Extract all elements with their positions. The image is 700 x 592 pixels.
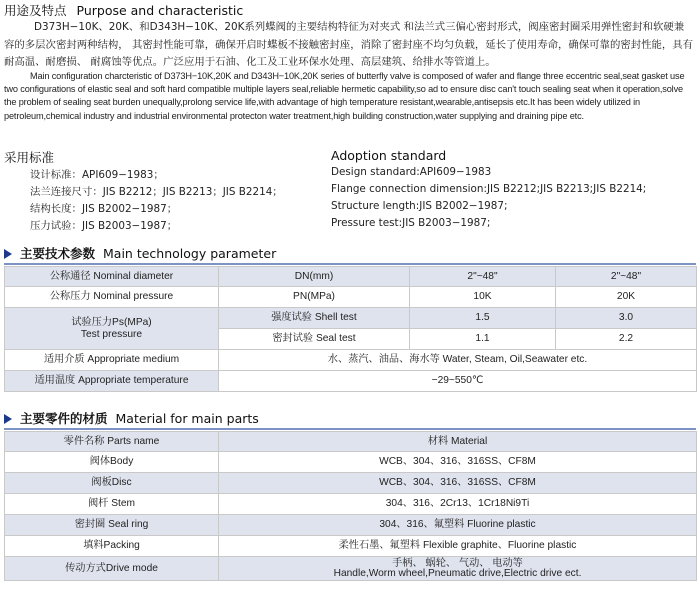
table-row xyxy=(5,557,697,581)
materials-title-en: Material for main parts xyxy=(115,411,259,426)
seal-value-20k: 2.2 xyxy=(556,329,697,350)
tech-rule xyxy=(4,263,696,265)
shell-test-label: 强度试验 Shell test xyxy=(219,308,410,329)
nominal-diameter-label: 公称通径 Nominal diameter xyxy=(5,267,219,287)
nominal-pressure-label: 公称压力 Nominal pressure xyxy=(5,287,219,308)
standards-cn-line-3: 结构长度：JIS B2002−1987； xyxy=(30,203,178,215)
part-material: 304、316、氟塑料 Fluorine plastic xyxy=(219,515,697,536)
standards-en-line-4: Pressure test:JIS B2003−1987; xyxy=(331,217,491,229)
part-material: 柔性石墨、氟塑料 Flexible graphite、Fluorine plastic xyxy=(219,536,697,557)
table-row xyxy=(5,287,697,308)
table-row xyxy=(5,371,697,392)
col-part-header: 零件名称 Parts name xyxy=(5,432,219,452)
standards-cn-line-1: 设计标准：API609−1983； xyxy=(30,169,164,181)
part-name: 阀杆 Stem xyxy=(5,494,219,515)
dn-label: DN(mm) xyxy=(219,267,410,287)
shell-value-20k: 3.0 xyxy=(556,308,697,329)
purpose-title-cn: 用途及特点 xyxy=(4,3,67,18)
pn-value-20k: 20K xyxy=(556,287,697,308)
part-name: 阀板Disc xyxy=(5,473,219,494)
drive-mode-cn: 手柄、 蜗轮、 气动、 电动等 xyxy=(392,557,523,569)
part-material: 304、316、2Cr13、1Cr18Ni9Ti xyxy=(219,494,697,515)
table-row xyxy=(5,308,697,329)
part-material xyxy=(219,557,697,581)
purpose-title-en: Purpose and characteristic xyxy=(76,3,244,18)
seal-value-10k: 1.1 xyxy=(410,329,556,350)
materials-heading xyxy=(4,409,259,427)
standards-en-line-1: Design standard:API609−1983 xyxy=(331,166,492,178)
table-row xyxy=(5,432,697,452)
purpose-cn-text: D373H−10K、20K、和D343H−10K、20K系列蝶阀的主要结构特征为对夹式 和法兰式三偏心密封形式，阀座密封圈采用弹性密封和软硬兼容的多层次密封两种结构， 其密封性能可靠，确保开启时蝶板不接触密封座，消除了密封座不均匀负载，延长了使用寿命，确保可靠的密封性能，具有耐高温、耐磨损、 耐腐蚀等优点。广泛应用于石油、化工及工业环保水处理、高层建筑、给排水等管道上。 xyxy=(4,21,694,68)
temperature-label: 适用温度 Appropriate temperature xyxy=(5,371,219,392)
table-row xyxy=(5,515,697,536)
standards-cn-line-2: 法兰连接尺寸：JIS B2212；JIS B2213；JIS B2214； xyxy=(30,186,283,198)
dn-value-20k: 2"~48" xyxy=(556,267,697,287)
medium-value: 水、蒸汽、油品、海水等 Water, Steam, Oil,Seawater etc. xyxy=(219,350,697,371)
materials-title-cn: 主要零件的材质 xyxy=(20,411,108,426)
materials-rule xyxy=(4,428,696,430)
triangle-bullet-icon xyxy=(4,414,12,424)
materials-table xyxy=(4,431,697,581)
test-pressure-label xyxy=(5,308,219,350)
tech-title-en: Main technology parameter xyxy=(103,246,277,261)
table-row xyxy=(5,473,697,494)
standards-cn-title: 采用标准 xyxy=(4,150,55,165)
test-pressure-label-cn: 试验压力Ps(MPa) xyxy=(71,316,152,328)
part-material: WCB、304、316、316SS、CF8M xyxy=(219,473,697,494)
purpose-heading xyxy=(4,1,243,19)
test-pressure-label-en: Test pressure xyxy=(80,328,143,340)
standards-en-line-2: Flange connection dimension:JIS B2212;JIS B2213;JIS B2214; xyxy=(331,183,647,195)
part-name: 填料Packing xyxy=(5,536,219,557)
col-material-header: 材料 Material xyxy=(219,432,697,452)
part-name: 阀体Body xyxy=(5,452,219,473)
table-row xyxy=(5,350,697,371)
shell-value-10k: 1.5 xyxy=(410,308,556,329)
part-name: 密封圈 Seal ring xyxy=(5,515,219,536)
pn-label: PN(MPa) xyxy=(219,287,410,308)
standards-en-title: Adoption standard xyxy=(331,148,447,163)
table-row xyxy=(5,536,697,557)
table-row xyxy=(5,494,697,515)
part-name: 传动方式Drive mode xyxy=(5,557,219,581)
purpose-en-text: Main configuration charcteristic of D373H−10K,20K and D343H−10K,20K series of butterfly valve is composed of wafer and flange three eccentric seal,seat gasket use two configurations of elastic seal and soft hard compatible multiple layers seal,reliable hermetic capability,so ad to ensure disc can't touch sealing seat when it operation,solve the problem of sealing seat burden unequally,prolong service life,with advantage of high temperature resistant,wearable,antisepsis etc.It has been widely utilized in petroleum,chemical industry and industrial environmental protecton water treatment,high building construction,water supplying and draining pipe etc. xyxy=(4,71,685,121)
triangle-bullet-icon xyxy=(4,249,12,259)
seal-test-label: 密封试验 Seal test xyxy=(219,329,410,350)
drive-mode-en: Handle,Worm wheel,Pneumatic drive,Electric drive ect. xyxy=(333,567,582,579)
tech-title-cn: 主要技术参数 xyxy=(20,246,96,261)
medium-label: 适用介质 Appropriate medium xyxy=(5,350,219,371)
standards-cn-line-4: 压力试验：JIS B2003−1987； xyxy=(30,220,178,232)
dn-value-10k: 2"~48" xyxy=(410,267,556,287)
standards-en-line-3: Structure length:JIS B2002−1987; xyxy=(331,200,508,212)
tech-heading xyxy=(4,244,276,262)
table-row xyxy=(5,267,697,287)
part-material: WCB、304、316、316SS、CF8M xyxy=(219,452,697,473)
tech-table xyxy=(4,266,697,392)
pn-value-10k: 10K xyxy=(410,287,556,308)
temperature-value: −29~550℃ xyxy=(219,371,697,392)
table-row xyxy=(5,452,697,473)
